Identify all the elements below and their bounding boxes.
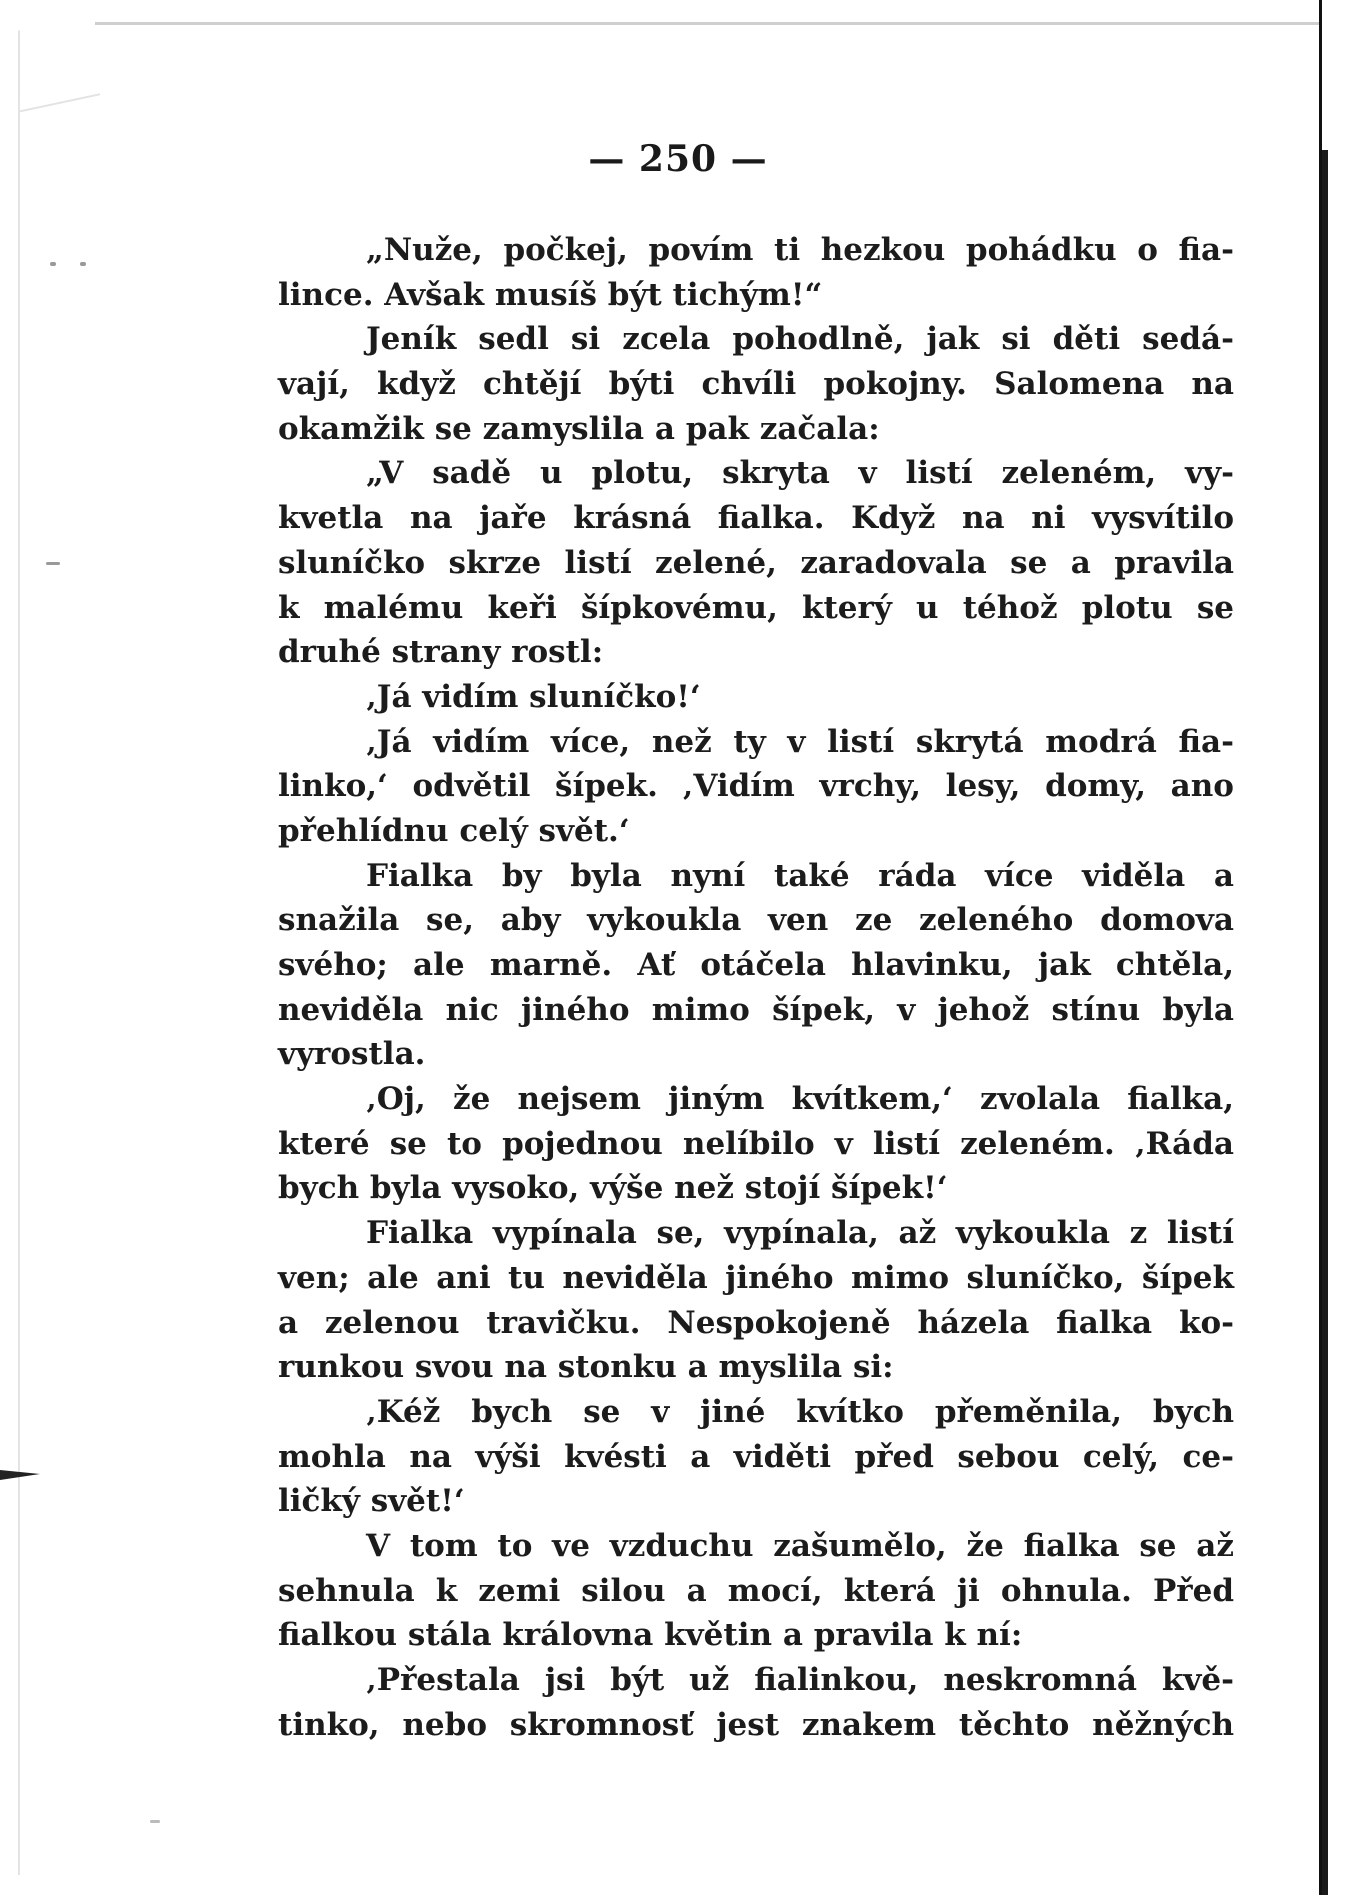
text-line: ‚Oj, že nejsem jiným kvítkem,‘ zvolala fialka, bbox=[366, 1081, 1234, 1118]
scan-speck bbox=[46, 562, 60, 565]
text-line: „V sadě u plotu, skryta v listí zeleném, vy- bbox=[366, 455, 1234, 492]
text-line: které se to pojednou nelíbilo v listí zeleném. ‚Ráda bbox=[278, 1125, 1234, 1162]
text-line: ‚Kéž bych se v jiné kvítko přeměnila, bych bbox=[366, 1393, 1234, 1430]
text-line: neviděla nic jiného mimo šípek, v jehož stínu byla bbox=[278, 991, 1234, 1028]
body-text bbox=[278, 228, 1234, 1747]
text-line: ‚Přestala jsi být už fialinkou, neskromná kvě- bbox=[366, 1662, 1234, 1698]
text-line: vyrostla. bbox=[278, 1036, 426, 1073]
scan-speck bbox=[80, 262, 86, 266]
text-line: ‚Já vidím více, než ty v listí skrytá modrá fia- bbox=[366, 723, 1234, 760]
scan-speck bbox=[150, 1820, 160, 1823]
text-line: tinko, nebo skromnosť jest znakem těchto něžných bbox=[278, 1706, 1234, 1743]
text-line: okamžik se zamyslila a pak začala: bbox=[278, 410, 880, 447]
page-corner-fold bbox=[18, 13, 100, 112]
text-line: sehnula k zemi silou a mocí, která ji ohnula. Před bbox=[278, 1572, 1234, 1609]
text-line: „Nuže, počkej, povím ti hezkou pohádku o fia- bbox=[366, 232, 1234, 268]
text-line: mohla na výši kvésti a viděti před sebou celý, ce- bbox=[278, 1438, 1234, 1475]
text-line: ven; ale ani tu neviděla jiného mimo sluníčko, šípek bbox=[278, 1259, 1234, 1296]
text-line: vají, když chtějí býti chvíli pokojny. Salomena na bbox=[278, 366, 1234, 403]
text-line: k malému keři šípkovému, který u téhož plotu se bbox=[278, 589, 1234, 626]
scan-speck bbox=[50, 262, 56, 266]
page-top-edge bbox=[95, 22, 1320, 25]
text-line: sluníčko skrze listí zelené, zaradovala se a pravila bbox=[278, 544, 1234, 581]
text-line: lince. Avšak musíš být tichým!“ bbox=[278, 276, 823, 313]
text-line: kvetla na jaře krásná fialka. Když na ni vysvítilo bbox=[278, 500, 1234, 537]
text-line: V tom to ve vzduchu zašumělo, že fialka se až bbox=[366, 1527, 1234, 1564]
text-line: a zelenou travičku. Nespokojeně házela fialka ko- bbox=[278, 1304, 1234, 1341]
text-line: Jeník sedl si zcela pohodlně, jak si děti sedá- bbox=[366, 321, 1234, 358]
text-line: Fialka vypínala se, vypínala, až vykoukla z listí bbox=[366, 1215, 1234, 1252]
text-line: ‚Já vidím sluníčko!‘ bbox=[366, 678, 701, 715]
scan-margin-mark bbox=[0, 1470, 40, 1480]
text-line: svého; ale marně. Ať otáčela hlavinku, jak chtěla, bbox=[278, 947, 1234, 983]
text-line: ličký svět!‘ bbox=[278, 1483, 465, 1520]
page-left-edge bbox=[18, 95, 20, 1875]
text-line: bych byla vysoko, výše než stojí šípek!‘ bbox=[278, 1170, 948, 1207]
text-line: přehlídnu celý svět.‘ bbox=[278, 812, 630, 849]
page-binding-shadow bbox=[1322, 150, 1328, 1895]
text-line: druhé strany rostl: bbox=[278, 634, 604, 671]
text-line: Fialka by byla nyní také ráda více viděla a bbox=[366, 857, 1234, 894]
page-number: — 250 — bbox=[588, 138, 768, 180]
text-line: linko,‘ odvětil šípek. ‚Vidím vrchy, lesy, domy, ano bbox=[278, 768, 1234, 805]
text-line: fialkou stála královna květin a pravila k ní: bbox=[278, 1617, 1023, 1654]
text-line: snažila se, aby vykoukla ven ze zeleného domova bbox=[278, 902, 1234, 939]
text-line: runkou svou na stonku a myslila si: bbox=[278, 1349, 894, 1386]
